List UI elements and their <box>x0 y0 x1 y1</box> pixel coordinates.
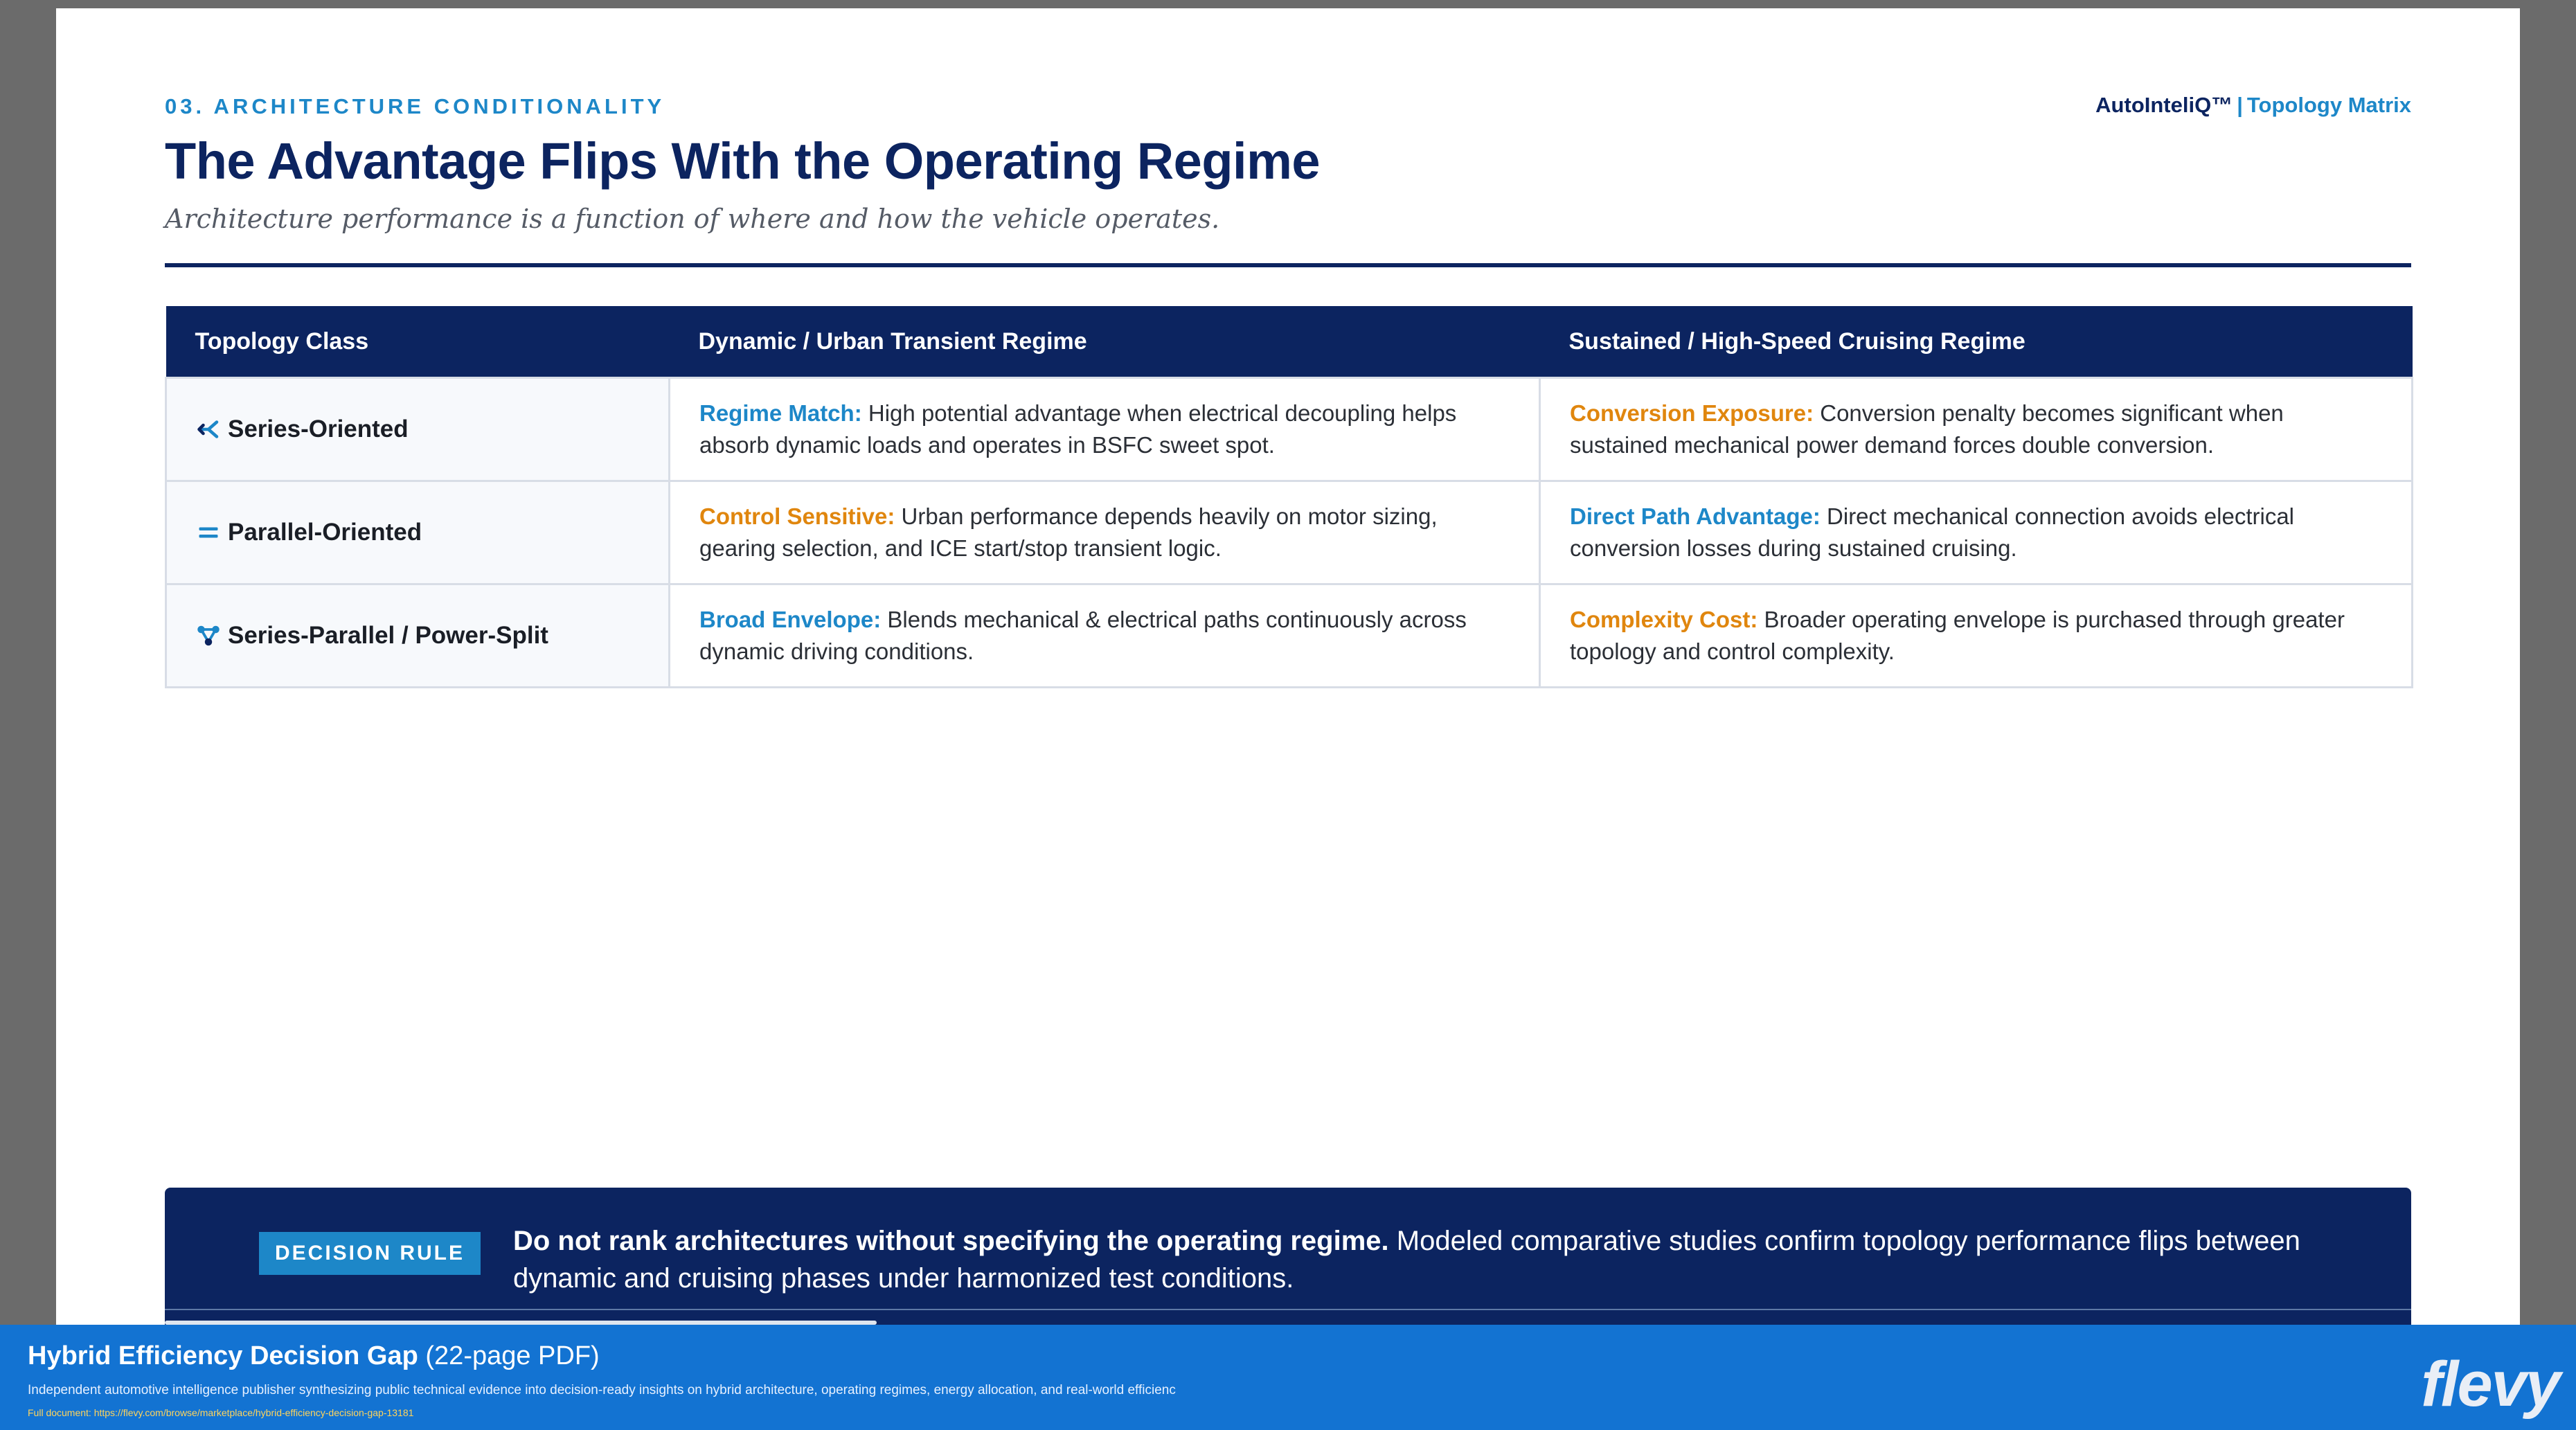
topology-class-label: Series-Parallel / Power-Split <box>228 622 548 649</box>
cell-text: Blends mechanical & electrical paths continuously across dynamic driving conditions. <box>699 607 1467 664</box>
table-row <box>166 481 2413 584</box>
dynamic-regime-cell <box>670 378 1540 481</box>
topology-class-cell <box>166 378 670 481</box>
cell-text: Conversion penalty becomes significant when sustained mechanical power demand forces double conversion. <box>1570 400 2284 458</box>
brand-separator: | <box>2237 93 2243 117</box>
decision-rule-bold-text: Do not rank architectures without specifying the operating regime. <box>513 1226 1389 1256</box>
page-title: The Advantage Flips With the Operating Regime <box>165 132 1321 190</box>
cruising-regime-cell <box>1540 481 2413 584</box>
cruising-regime-cell <box>1540 378 2413 481</box>
topology-class-cell <box>166 584 670 688</box>
section-label: 03. ARCHITECTURE CONDITIONALITY <box>165 94 665 118</box>
brand-label <box>2095 93 2411 118</box>
column-header-dynamic-regime: Dynamic / Urban Transient Regime <box>670 306 1540 378</box>
flevy-logo[interactable]: flevy <box>2421 1349 2559 1420</box>
cell-lead-label: Broad Envelope: <box>699 607 882 632</box>
decision-rule-badge: DECISION RULE <box>259 1232 481 1275</box>
footer-document-link[interactable]: Full document: https://flevy.com/browse/marketplace/hybrid-efficiency-decision-gap-13181 <box>28 1407 414 1418</box>
cell-lead-label: Conversion Exposure: <box>1570 400 1814 426</box>
footer-document-title[interactable] <box>28 1341 600 1371</box>
page-subtitle: Architecture performance is a function of where and how the vehicle operates. <box>165 204 1220 234</box>
document-footer-bar[interactable] <box>0 1325 2576 1430</box>
cell-lead-label: Complexity Cost: <box>1570 607 1758 632</box>
topology-matrix-table <box>165 306 2413 688</box>
network-nodes-icon <box>196 623 221 648</box>
decision-rule-text <box>513 1222 2355 1297</box>
table-row <box>166 584 2413 688</box>
table-row <box>166 378 2413 481</box>
equals-icon <box>196 520 221 545</box>
split-arrow-icon <box>196 417 221 442</box>
footer-doc-pages: (22-page PDF) <box>425 1341 600 1370</box>
cell-text: Broader operating envelope is purchased through greater topology and control complexity. <box>1570 607 2345 664</box>
footer-description: Independent automotive intelligence publisher synthesizing public technical evidence into decision-ready insights on hybrid architecture, operating regimes, energy allocation, and real-world efficienc <box>28 1383 1176 1397</box>
cell-text: Direct mechanical connection avoids electrical conversion losses during sustained cruising. <box>1570 503 2295 561</box>
footer-doc-name: Hybrid Efficiency Decision Gap <box>28 1341 418 1370</box>
cruising-regime-cell <box>1540 584 2413 688</box>
cell-text: High potential advantage when electrical decoupling helps absorb dynamic loads and operates in BSFC sweet spot. <box>699 400 1457 458</box>
column-header-topology-class: Topology Class <box>166 306 670 378</box>
cell-lead-label: Control Sensitive: <box>699 503 895 529</box>
decision-rule-banner <box>165 1188 2411 1331</box>
dynamic-regime-cell <box>670 481 1540 584</box>
cell-lead-label: Regime Match: <box>699 400 862 426</box>
banner-divider <box>165 1309 2411 1310</box>
decision-rule-body-text: Modeled comparative studies confirm topology performance flips between dynamic and cruising phases under harmonized test conditions. <box>513 1226 2300 1294</box>
brand-subtitle: Topology Matrix <box>2246 93 2411 117</box>
brand-name: AutoInteliQ™ <box>2095 93 2233 117</box>
column-header-cruising-regime: Sustained / High-Speed Cruising Regime <box>1540 306 2413 378</box>
dynamic-regime-cell <box>670 584 1540 688</box>
topology-class-label: Series-Oriented <box>228 415 409 443</box>
topology-class-cell <box>166 481 670 584</box>
topology-class-label: Parallel-Oriented <box>228 519 422 546</box>
slide <box>56 8 2520 1331</box>
title-divider <box>165 263 2411 267</box>
cell-lead-label: Direct Path Advantage: <box>1570 503 1821 529</box>
cell-text: Urban performance depends heavily on motor sizing, gearing selection, and ICE start/stop transient logic. <box>699 503 1438 561</box>
table-header-row <box>166 306 2413 378</box>
